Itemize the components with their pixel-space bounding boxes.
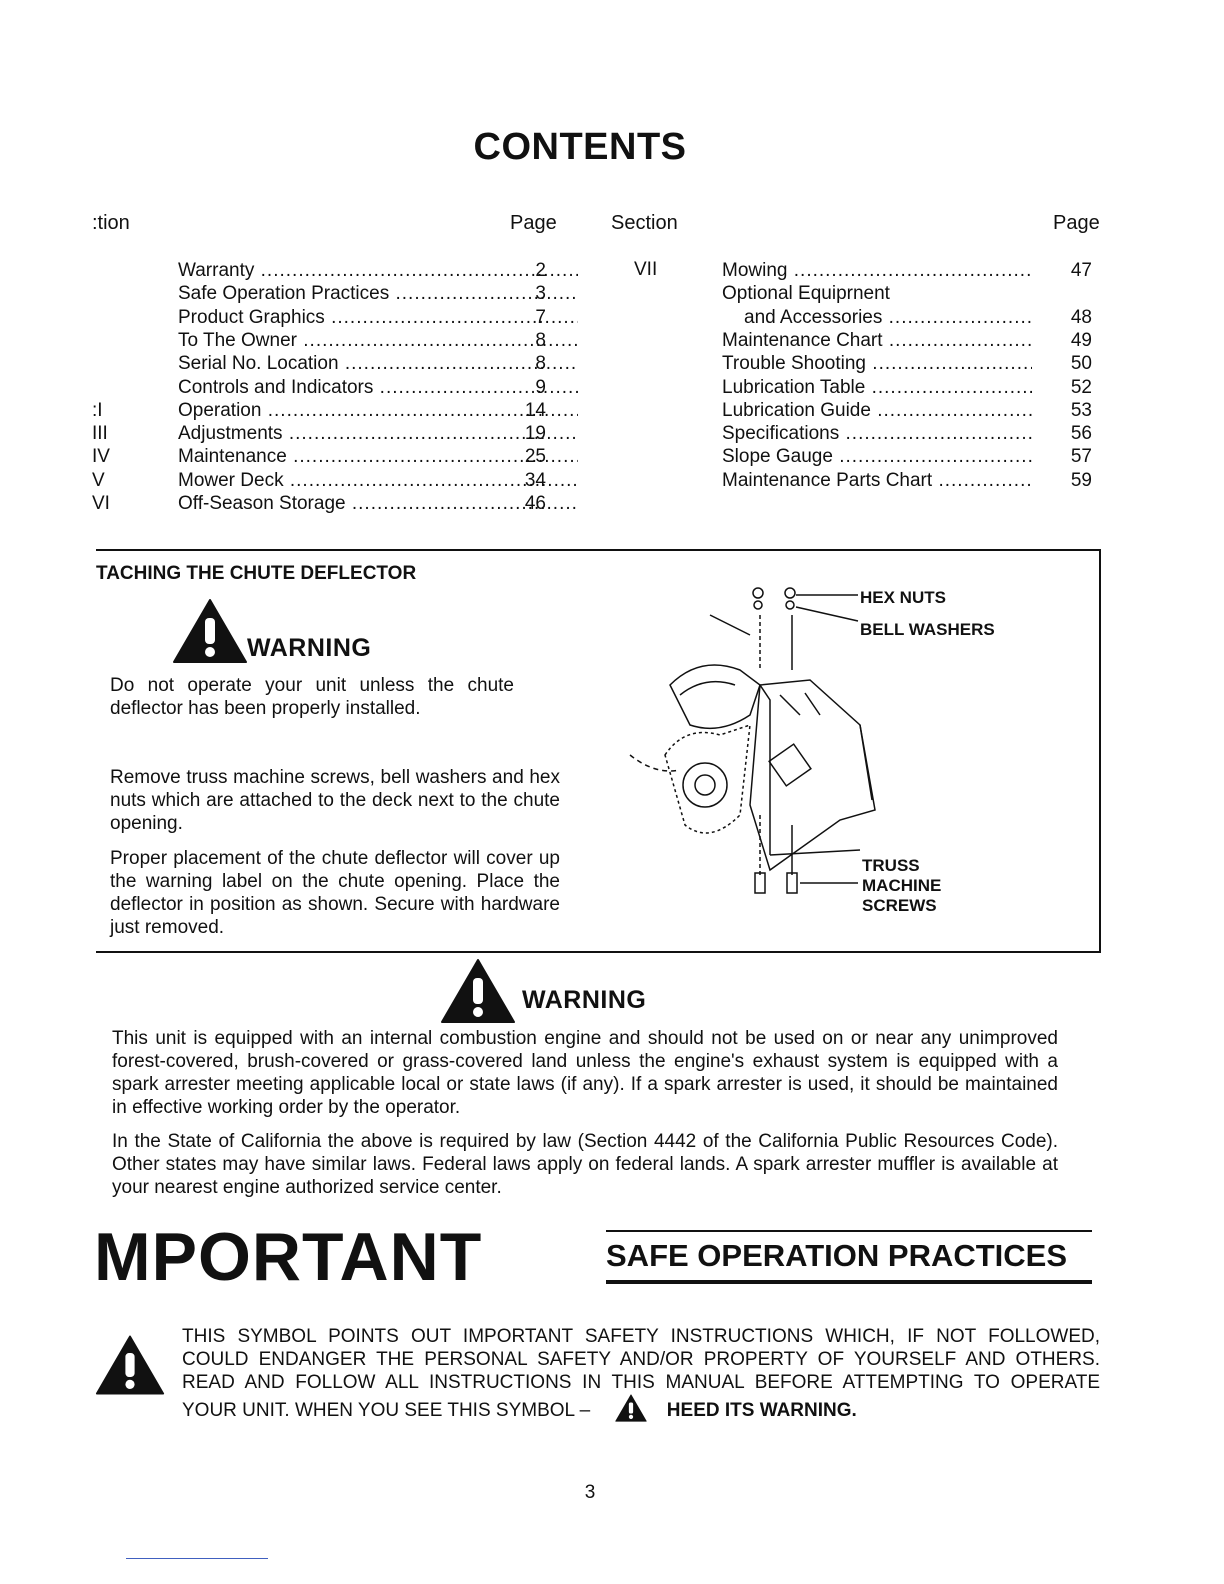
chute-instruction-1: Remove truss machine screws, bell washers and hex nuts which are attached to the deck next to the chute opening. bbox=[110, 767, 560, 834]
chute-warning-label: WARNING bbox=[247, 634, 372, 662]
toc-entry-section: VI bbox=[92, 493, 110, 514]
toc-entry-page: 19 bbox=[524, 423, 546, 445]
toc-entry-title: Controls and Indicators ..... bbox=[178, 376, 578, 399]
toc-entry-page: 8 bbox=[535, 353, 546, 375]
toc-entry-page: 25 bbox=[524, 446, 546, 468]
callout-hex-nuts: HEX NUTS bbox=[860, 588, 946, 607]
safety-symbol-explanation: THIS SYMBOL POINTS OUT IMPORTANT SAFETY INSTRUCTIONS WHICH, IF NOT FOLLOWED, COULD ENDANGER THE PERSONAL SAFETY AND/OR PROPERTY OF YOURSELF AND OTHERS. READ AND FOLLOW ALL INSTRUCTIONS IN THIS MANUAL BEFORE ATTEMPTING TO OPERATE YOUR UNIT. WHEN YOU SEE THIS SYMBOL – HEED ITS WARNING. bbox=[182, 1326, 1100, 1421]
toc-entry-page: 56 bbox=[1070, 423, 1092, 445]
toc-entry bbox=[722, 469, 1092, 492]
toc-entry-title: Lubrication Table ..... bbox=[722, 376, 1032, 399]
toc-entry-title: Serial No. Location ..... bbox=[178, 352, 578, 375]
box-top-rule bbox=[96, 549, 1101, 551]
toc-entry-title: Adjustments ..... bbox=[178, 422, 578, 445]
toc-entry bbox=[92, 399, 552, 422]
toc-entry-title: Lubrication Guide ..... bbox=[722, 399, 1032, 422]
toc-entry bbox=[722, 352, 1092, 375]
spark-warning-label: WARNING bbox=[522, 986, 647, 1014]
toc-entry-page: 59 bbox=[1070, 469, 1092, 491]
toc-entry bbox=[92, 469, 552, 492]
box-right-rule bbox=[1099, 549, 1101, 953]
hex-nut-icon bbox=[753, 588, 763, 598]
spark-warning-text: This unit is equipped with an internal combustion engine and should not be used on or near any unimproved forest-covered, brush-covered or grass-covered land unless the engine's exhaust system is equipped with a spark arrester meeting applicable local or state laws (if any). If a spark arrester is used, it should be maintained in effective working order by the operator. bbox=[112, 1028, 1058, 1118]
heed-warning-text: HEED ITS WARNING. bbox=[666, 1400, 857, 1421]
toc-entry bbox=[92, 445, 552, 468]
toc-entry bbox=[92, 352, 552, 375]
toc-entry-page: 53 bbox=[1070, 399, 1092, 421]
california-law-text: In the State of California the above is required by law (Section 4442 of the California Public Resources Code). Other states may have similar laws. Federal laws apply on federal lands. A spark arrester muffler is available at your nearest engine authorized service center. bbox=[112, 1131, 1058, 1198]
toc-entry-page: 48 bbox=[1070, 306, 1092, 328]
toc-entry bbox=[722, 399, 1092, 422]
toc-entry bbox=[722, 259, 1092, 282]
callout-truss-machine-screws: TRUSS MACHINE SCREWS bbox=[862, 856, 942, 915]
toc-entry bbox=[722, 445, 1092, 468]
toc-entry-section: IV bbox=[92, 446, 110, 468]
chute-section-heading: TACHING THE CHUTE DEFLECTOR bbox=[96, 563, 417, 584]
toc-entry-page: 2 bbox=[535, 260, 546, 281]
toc-entry-page: 34 bbox=[524, 469, 546, 491]
warning-triangle-icon bbox=[172, 598, 248, 664]
toc-entry-title: Trouble Shooting ..... bbox=[722, 352, 1032, 375]
warning-triangle-icon bbox=[614, 1394, 648, 1422]
toc-entry-title: Off-Season Storage ..... bbox=[178, 492, 578, 515]
toc-entry-title: Specifications ..... bbox=[722, 422, 1032, 445]
warning-triangle-icon bbox=[440, 958, 516, 1024]
toc-entry-title: To The Owner ..... bbox=[178, 329, 578, 352]
toc-entry-section: V bbox=[92, 469, 105, 491]
warning-triangle-icon bbox=[95, 1332, 165, 1398]
toc-entry-title: Operation ..... bbox=[178, 399, 578, 422]
toc-entry-title: Maintenance ..... bbox=[178, 445, 578, 468]
toc-right-section-roman: VII bbox=[634, 259, 658, 280]
important-heading: MPORTANT bbox=[94, 1219, 483, 1295]
toc-entry bbox=[722, 329, 1092, 352]
toc-entry-page: 47 bbox=[1070, 260, 1092, 281]
toc-entry-page: 49 bbox=[1070, 329, 1092, 351]
toc-entry-title: Mower Deck ..... bbox=[178, 469, 578, 492]
toc-entry-title: Product Graphics ..... bbox=[178, 306, 578, 329]
page-title: CONTENTS bbox=[473, 126, 687, 168]
toc-entry bbox=[722, 422, 1092, 445]
toc-entry bbox=[92, 492, 552, 515]
toc-entry-page: 14 bbox=[524, 399, 546, 421]
chute-warning-text: Do not operate your unit unless the chute deflector has been properly installed. bbox=[110, 675, 514, 719]
toc-entry-page: 8 bbox=[535, 329, 546, 351]
toc-entry-title: Mowing ..... bbox=[722, 259, 1032, 282]
toc-entry-section: III bbox=[92, 423, 108, 445]
toc-entry-title: Warranty ..... bbox=[178, 259, 578, 282]
toc-entry bbox=[92, 329, 552, 352]
box-bottom-rule bbox=[96, 951, 1101, 953]
page-column-label-right: Page bbox=[1053, 212, 1100, 234]
toc-entry bbox=[92, 422, 552, 445]
chute-instruction-2: Proper placement of the chute deflector will cover up the warning label on the chute opening. Place the deflector in position as shown. Secure with hardware just removed. bbox=[110, 848, 560, 938]
safe-operation-practices-title: SAFE OPERATION PRACTICES bbox=[606, 1238, 1068, 1273]
toc-entry-page: 52 bbox=[1070, 376, 1092, 398]
toc-entry-page: 7 bbox=[535, 306, 546, 328]
toc-entry-title: Maintenance Parts Chart ..... bbox=[722, 469, 1032, 492]
toc-entry bbox=[92, 282, 552, 305]
callout-bell-washers: BELL WASHERS bbox=[860, 620, 995, 639]
footer-link-rule bbox=[126, 1558, 268, 1559]
toc-entry bbox=[722, 282, 1092, 305]
sop-bottom-rule bbox=[606, 1280, 1092, 1284]
page-column-label-left: Page bbox=[510, 212, 557, 234]
toc-entry-title: Safe Operation Practices ..... bbox=[178, 282, 578, 305]
section-column-label: :tion bbox=[92, 212, 130, 234]
toc-entry-title: Optional Equiprnent bbox=[722, 283, 890, 305]
toc-entry-page: 9 bbox=[535, 376, 546, 398]
toc-entry-title: Slope Gauge ..... bbox=[722, 445, 1032, 468]
toc-entry bbox=[92, 306, 552, 329]
toc-entry bbox=[92, 376, 552, 399]
toc-entry-title: Maintenance Chart ..... bbox=[722, 329, 1032, 352]
page-number: 3 bbox=[584, 1482, 596, 1503]
toc-entry bbox=[722, 376, 1092, 399]
toc-entry-page: 46 bbox=[524, 493, 546, 514]
toc-entry bbox=[92, 259, 552, 282]
toc-entry-page: 3 bbox=[535, 283, 546, 305]
section-column-label-right: Section bbox=[611, 212, 678, 234]
toc-entry-page: 57 bbox=[1070, 446, 1092, 468]
sop-top-rule bbox=[606, 1230, 1092, 1232]
toc-entry-title: and Accessories ..... bbox=[744, 306, 1032, 329]
toc-entry-page: 50 bbox=[1070, 353, 1092, 375]
toc-entry bbox=[722, 306, 1092, 329]
toc-entry-section: :I bbox=[92, 399, 103, 421]
